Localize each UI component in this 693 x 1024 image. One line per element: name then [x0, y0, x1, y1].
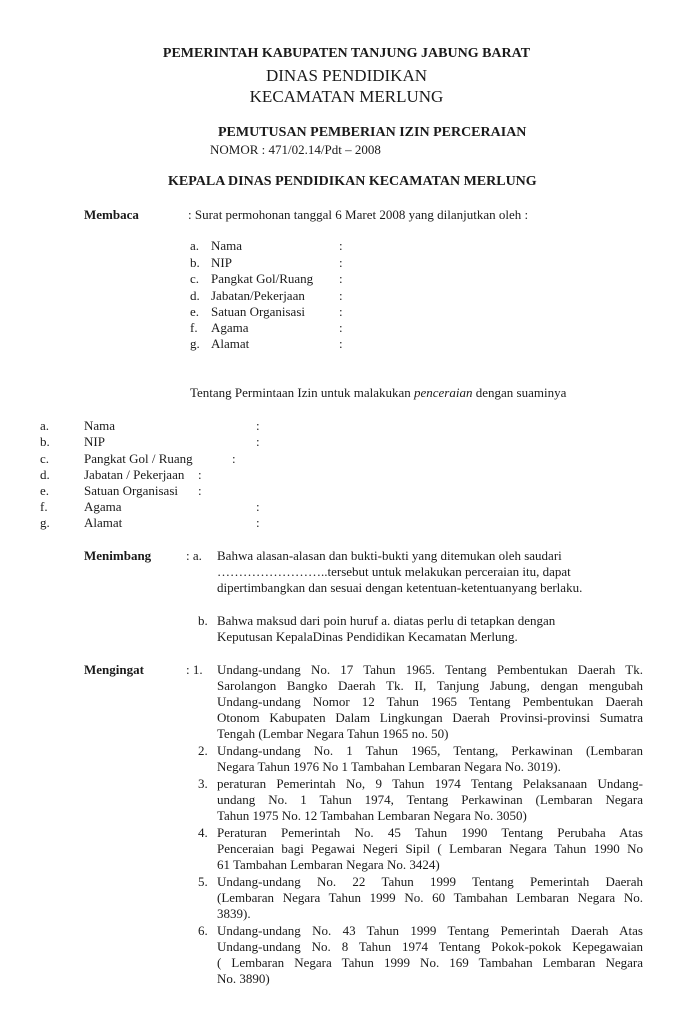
item-line: No. 3890) — [217, 971, 270, 986]
item-line: Negara Tahun 1976 No 1 Tambahan Lembaran Negara No. 3019). — [217, 759, 561, 774]
field-colon: : — [339, 238, 343, 253]
item-number: 5. — [198, 874, 208, 889]
item-line: 61 Tambahan Lembaran Negara No. 3424) — [217, 857, 440, 872]
field-label: Pangkat Gol/Ruang — [211, 271, 314, 286]
field-letter: c. — [40, 451, 50, 466]
item-line: (Lembaran Negara Tahun 1999 No. 60 Tambahan Lembaran Negara No. — [217, 890, 643, 905]
field-letter: a. — [40, 418, 50, 433]
field-colon: : — [339, 304, 343, 319]
decree-number: NOMOR : 471/02.14/Pdt – 2008 — [210, 142, 381, 157]
tentang-pre: Tentang Permintaan Izin untuk malakukan — [190, 385, 414, 400]
item-line: peraturan Pemerintah No, 9 Tahun 1974 Tentang Pelaksanaan Undang- — [217, 776, 643, 791]
field-letter: c. — [190, 271, 200, 286]
item-number: 6. — [198, 923, 208, 938]
field-letter: d. — [190, 288, 200, 303]
menimbang-a-line: dipertimbangkan dan sesuai dengan ketentuan-ketentuanyang berlaku. — [217, 580, 583, 595]
field-colon: : — [256, 418, 260, 433]
menimbang-marker-b: b. — [198, 613, 208, 628]
field-colon: : — [339, 336, 343, 351]
field-label: NIP — [211, 255, 232, 270]
tentang-line — [190, 385, 566, 401]
field-label: Nama — [211, 238, 243, 253]
field-label: Agama — [84, 499, 122, 514]
mengingat-label: Mengingat — [84, 662, 144, 677]
item-line: Peraturan Pemerintah No. 45 Tahun 1990 Tentang Perubaha Atas — [217, 825, 643, 840]
field-label: NIP — [84, 434, 105, 449]
menimbang-label: Menimbang — [84, 548, 152, 563]
field-letter: g. — [40, 515, 50, 530]
field-label: Jabatan / Pekerjaan — [84, 467, 185, 482]
membaca-text: : Surat permohonan tanggal 6 Maret 2008 yang dilanjutkan oleh : — [188, 207, 529, 222]
field-label: Satuan Organisasi — [84, 483, 178, 498]
item-line: Undang-undang No. 8 Tahun 1974 Tentang Pokok-pokok Kepegawaian — [217, 939, 643, 954]
field-letter: a. — [190, 238, 200, 253]
item-line: undang No. 1 Tahun 1974, Tentang Perkawinan (Lembaran Negara — [217, 792, 643, 807]
item-line: Undang-undang No. 43 Tahun 1999 Tentang Pemerintah Daerah Atas — [217, 923, 643, 938]
item-number: 4. — [198, 825, 208, 840]
field-colon: : — [232, 451, 236, 466]
field-letter: g. — [190, 336, 200, 351]
item-line: Tahun 1975 No. 12 Tambahan Lembaran Negara No. 3050) — [217, 808, 527, 823]
field-label: Jabatan/Pekerjaan — [211, 288, 305, 303]
membaca-label: Membaca — [84, 207, 139, 222]
menimbang-a-line: ……………………..tersebut untuk melakukan perceraian itu, dapat — [217, 564, 571, 579]
header-district: KECAMATAN MERLUNG — [249, 87, 444, 106]
field-label: Satuan Organisasi — [211, 304, 305, 319]
field-colon: : — [339, 288, 343, 303]
field-label: Alamat — [84, 515, 123, 530]
field-colon: : — [256, 499, 260, 514]
field-colon: : — [339, 320, 343, 335]
decree-title: PEMUTUSAN PEMBERIAN IZIN PERCERAIAN — [218, 125, 527, 140]
field-colon: : — [339, 255, 343, 270]
item-line: Otonom Kabupaten Dalam Lingkungan Daerah Provinsi-provinsi Sumatra — [217, 710, 643, 725]
item-line: Undang-undang No. 17 Tahun 1965. Tentang Pembentukan Daerah Tk. — [217, 662, 643, 677]
tentang-italic: penceraian — [414, 385, 473, 400]
field-label: Alamat — [211, 336, 250, 351]
item-line: Penceraian bagi Pegawai Negeri Sipil ( Lembaran Negara Tahun 1990 No — [217, 841, 643, 856]
item-number: 3. — [198, 776, 208, 791]
field-colon: : — [198, 467, 202, 482]
tentang-post: dengan suaminya — [472, 385, 567, 400]
field-colon: : — [256, 515, 260, 530]
menimbang-marker-a: : a. — [186, 548, 202, 563]
field-letter: f. — [190, 320, 198, 335]
header-government: PEMERINTAH KABUPATEN TANJUNG JABUNG BARAT — [162, 46, 531, 61]
field-colon: : — [198, 483, 202, 498]
field-label: Pangkat Gol / Ruang — [84, 451, 193, 466]
field-letter: e. — [40, 483, 50, 498]
item-line: Sarolangon Bangko Daerah Tk. II, Tanjung Jabung, dengan mengubah — [217, 678, 643, 693]
item-number: 2. — [198, 743, 208, 758]
item-line: Tengah (Lembar Negara Tahun 1965 no. 50) — [217, 726, 449, 741]
menimbang-b-line: Bahwa maksud dari poin huruf a. diatas perlu di tetapkan dengan — [217, 613, 556, 628]
field-letter: d. — [40, 467, 50, 482]
issuer-title: KEPALA DINAS PENDIDIKAN KECAMATAN MERLUNG — [168, 174, 537, 189]
item-line: Undang-undang No. 22 Tahun 1999 Tentang Pemerintah Daerah — [217, 874, 643, 889]
field-colon: : — [339, 271, 343, 286]
item-line: ( Lembaran Negara Tahun 1999 No. 169 Tambahan Lembaran Negara — [217, 955, 643, 970]
field-colon: : — [256, 434, 260, 449]
field-letter: b. — [40, 434, 50, 449]
field-label: Nama — [84, 418, 116, 433]
menimbang-a-line: Bahwa alasan-alasan dan bukti-bukti yang ditemukan oleh saudari — [217, 548, 562, 563]
item-number: : 1. — [186, 662, 203, 677]
field-letter: b. — [190, 255, 200, 270]
field-label: Agama — [211, 320, 249, 335]
item-line: Undang-undang No. 1 Tahun 1965, Tentang, Perkawinan (Lembaran — [217, 743, 643, 758]
menimbang-b-line: Keputusan KepalaDinas Pendidikan Kecamatan Merlung. — [217, 629, 518, 644]
item-line: 3839). — [217, 906, 251, 921]
item-line: Undang-undang Nomor 12 Tahun 1965 Tentang Pembentukan Daerah — [217, 694, 643, 709]
field-letter: f. — [40, 499, 48, 514]
header-agency: DINAS PENDIDIKAN — [265, 66, 428, 85]
field-letter: e. — [190, 304, 200, 319]
